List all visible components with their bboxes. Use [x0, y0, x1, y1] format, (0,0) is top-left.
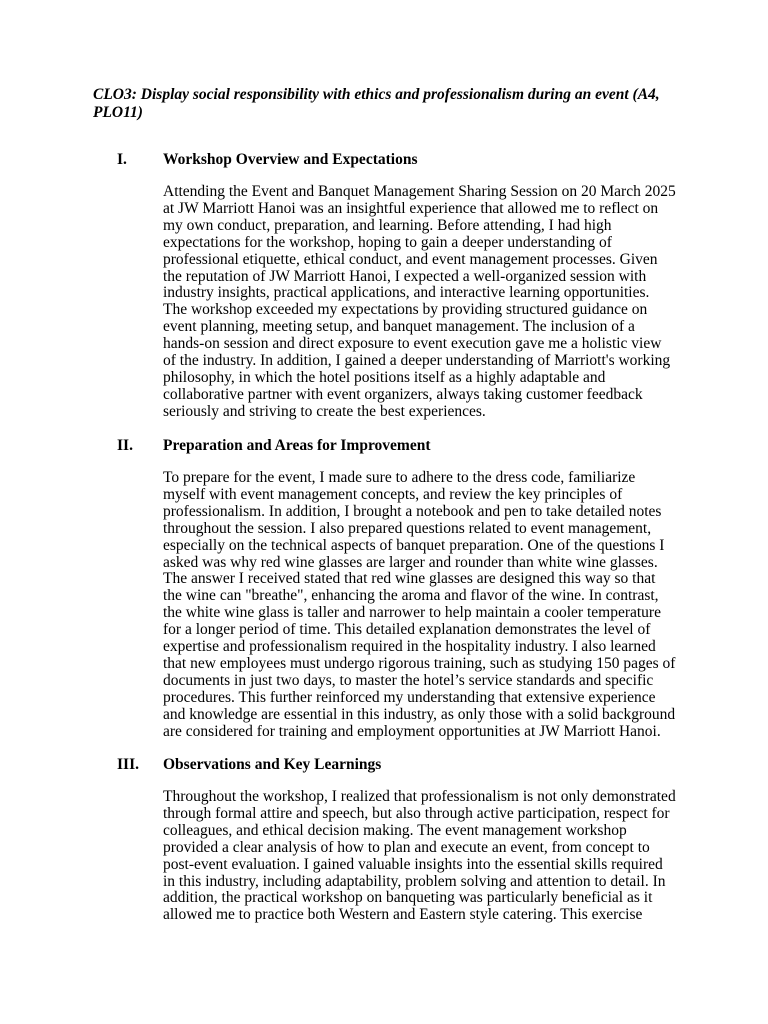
clo-heading: CLO3: Display social responsibility with ethics and professionalism during an event (A4, PLO11): [93, 86, 660, 121]
section-numeral: III.: [117, 756, 139, 773]
section-heading: [93, 150, 693, 170]
section-observations: [93, 755, 693, 924]
section-numeral: I.: [117, 151, 127, 168]
section-preparation: [93, 436, 693, 741]
section-paragraph: Throughout the workshop, I realized that professionalism is not only demonstrated through formal attire and speech, but also through active participation, respect for colleagues, and ethical decision making. The event management workshop provided a clear analysis of how to plan and execute an event, from concept to post-event evaluation. I gained valuable insights into the essential skills required in this industry, including adaptability, problem solving and attention to detail. In addition, the practical workshop on banqueting was particularly beneficial as it allowed me to practice both Western and Eastern style catering. This exercise: [163, 788, 676, 924]
section-paragraph: Attending the Event and Banquet Management Sharing Session on 20 March 2025 at JW Marriott Hanoi was an insightful experience that allowed me to reflect on my own conduct, preparation, and learning. Before attending, I had high expectations for the workshop, hoping to gain a deeper understanding of professional etiquette, ethical conduct, and event management processes. Given the reputation of JW Marriott Hanoi, I expected a well-organized session with industry insights, practical applications, and interactive learning opportunities. The workshop exceeded my expectations by providing structured guidance on event planning, meeting setup, and banquet management. The inclusion of a hands-on session and direct exposure to event execution gave me a holistic view of the industry. In addition, I gained a deeper understanding of Marriott's working philosophy, in which the hotel positions itself as a highly adaptable and collaborative partner with event organizers, always taking customer feedback seriously and striving to create the best experiences.: [163, 183, 676, 420]
section-workshop-overview: [93, 150, 693, 421]
section-heading: [93, 436, 693, 456]
section-title: Observations and Key Learnings: [163, 756, 382, 773]
section-numeral: II.: [117, 437, 133, 454]
section-title: Workshop Overview and Expectations: [163, 151, 418, 168]
section-heading: [93, 755, 693, 775]
section-title: Preparation and Areas for Improvement: [163, 437, 431, 454]
section-paragraph: To prepare for the event, I made sure to adhere to the dress code, familiarize myself with event management concepts, and review the key principles of professionalism. In addition, I brought a notebook and pen to take detailed notes throughout the session. I also prepared questions related to event management, especially on the technical aspects of banquet preparation. One of the questions I asked was why red wine glasses are larger and rounder than white wine glasses. The answer I received stated that red wine glasses are designed this way so that the wine can "breathe", enhancing the aroma and flavor of the wine. In contrast, the white wine glass is taller and narrower to help maintain a cooler temperature for a longer period of time. This detailed explanation demonstrates the level of expertise and professionalism required in the hospitality industry. I also learned that new employees must undergo rigorous training, such as studying 150 pages of documents in just two days, to master the hotel’s service standards and specific procedures. This further reinforced my understanding that extensive experience and knowledge are essential in this industry, as only those with a solid background are considered for training and employment opportunities at JW Marriott Hanoi.: [163, 469, 676, 740]
